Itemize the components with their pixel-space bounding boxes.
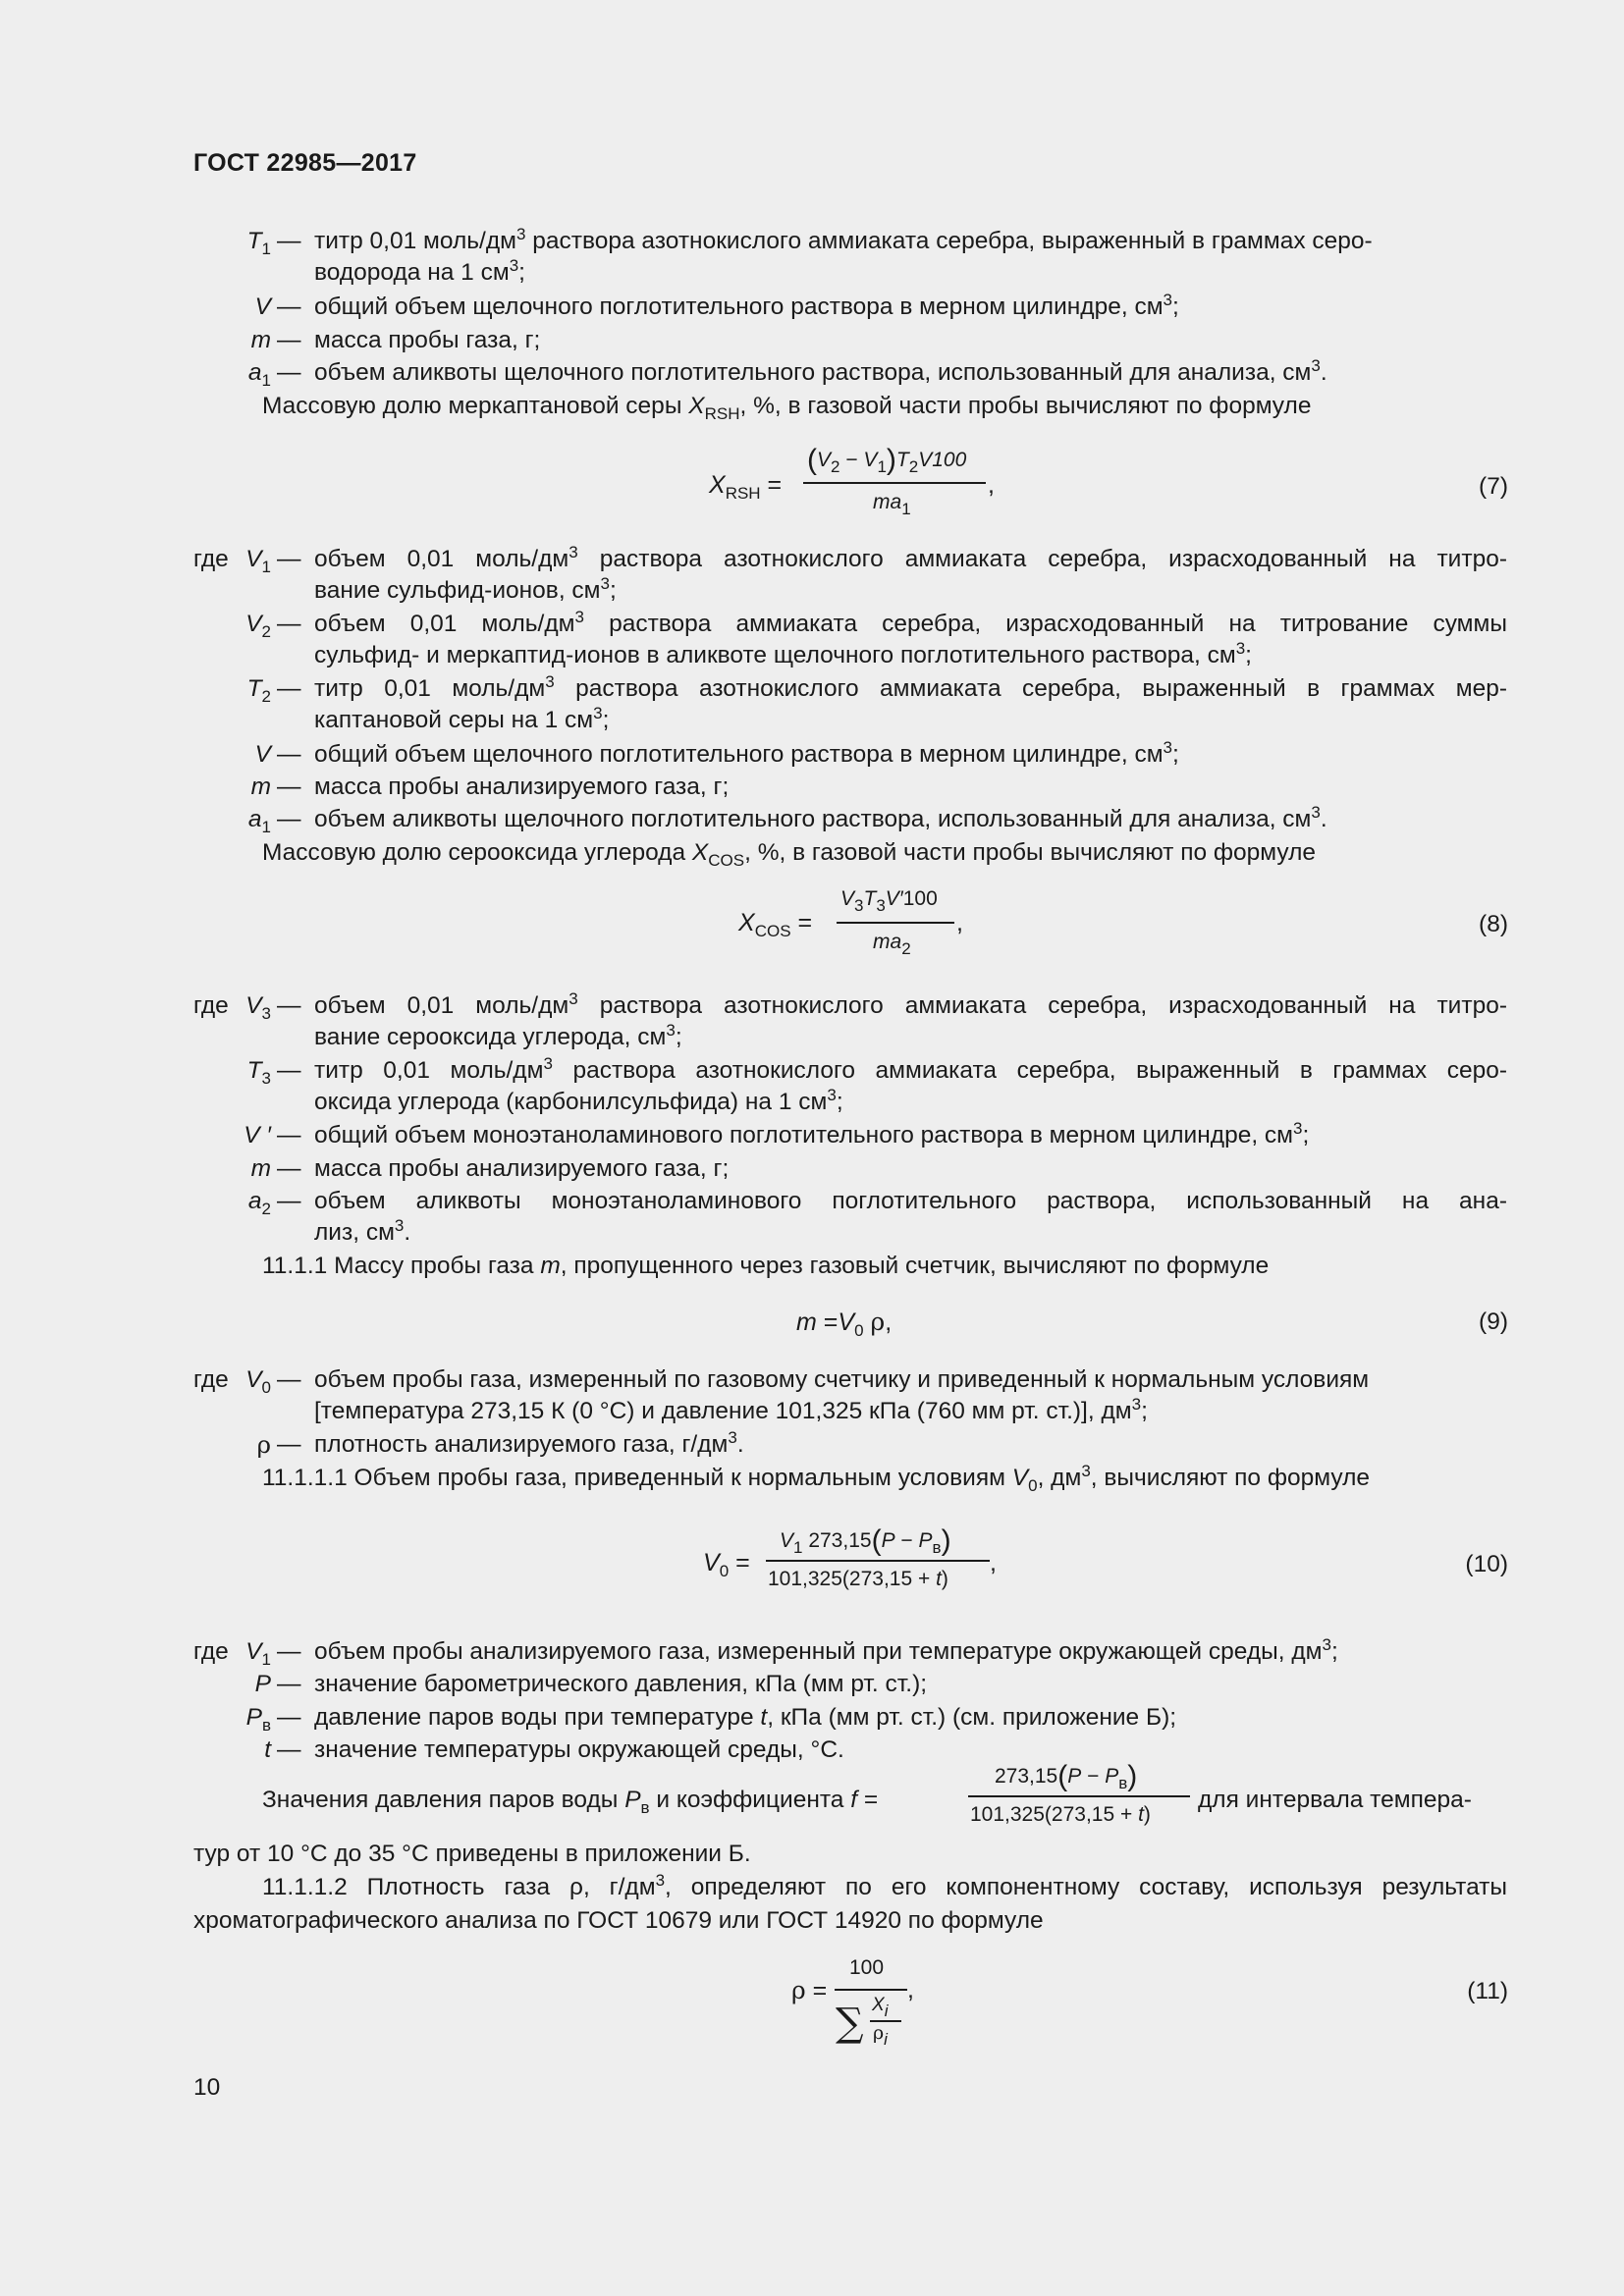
def-v1-line2: вание сульфид-ионов, $см^3$;	[314, 574, 617, 604]
eq11-fraction-bar	[835, 1989, 907, 1991]
symbol-t2: $T_2$	[246, 675, 271, 706]
eq10-lhs: $V_0$ =	[703, 1549, 750, 1580]
symbol-m: m	[250, 1155, 271, 1182]
def-t: значение температуры окружающей среды, °С.	[314, 1736, 844, 1763]
eq7-lhs: $X_{RSH}$ =	[709, 471, 783, 503]
def-t1: титр 0,01 моль/$дм^3$ раствора азотнокислого аммиаката серебра, выраженный в граммах серо-	[314, 225, 1373, 254]
document-header: ГОСТ 22985—2017	[193, 149, 417, 177]
values-line2: тур от 10 °С до 35 °С приведены в приложении Б.	[193, 1841, 751, 1867]
def-v0-line2: [температура 273,15 К (0 °С) и давление 101,325 кПа (760 мм рт. ст.)], $дм^3$;	[314, 1395, 1148, 1424]
eq9-formula: $m =V_0$ ρ,	[796, 1308, 893, 1340]
eq10-numerator: $V_1$ $273,15(P - P_в)$	[780, 1524, 951, 1557]
symbol-m: m	[250, 774, 271, 800]
inline-f-denominator: 101,325(273,15 + t)	[970, 1803, 1151, 1826]
page-number: 10	[193, 2074, 221, 2101]
symbol-m: m	[250, 327, 271, 353]
inline-f-fraction-bar	[968, 1795, 1190, 1797]
eq11-inner-numerator: Xi	[872, 1995, 889, 2020]
def-v: общий объем щелочного поглотительного раствора в мерном цилиндре, $см^3$;	[314, 291, 1179, 320]
def-t3-line2: оксида углерода (карбонилсульфида) на 1 $см^3$;	[314, 1086, 843, 1115]
sum-icon: ∑	[836, 2001, 864, 2046]
symbol-v3: $V_3$	[245, 992, 271, 1023]
para-11-1-1: 11.1.1 Массу пробы газа m, пропущенного через газовый счетчик, вычисляют по формуле	[262, 1253, 1270, 1279]
eq8-lhs: $X_{COS}$ =	[738, 909, 813, 940]
def-a2: объем аликвоты моноэтаноламинового поглотительного раствора, использованный на ана-	[314, 1188, 1507, 1214]
para-11-1-1-2: 11.1.1.2 Плотность газа ρ, $г/дм^3$, определяют по его компонентному составу, используя результаты	[262, 1871, 1507, 1900]
intro-cos: Массовую долю серооксида углерода $X_{COS}$, %, в газовой части пробы вычисляют по формуле	[262, 839, 1317, 870]
symbol-v: V	[254, 741, 271, 768]
eq8-denominator: $ma_2$	[873, 931, 911, 958]
def-m-3: масса пробы анализируемого газа, г;	[314, 1155, 730, 1182]
values-intro: Значения давления паров воды $P_в$ и коэффициента f =	[262, 1787, 879, 1817]
def-m-2: масса пробы анализируемого газа, г;	[314, 774, 730, 800]
inline-f-numerator: $273,15(P - P_в)$	[995, 1760, 1138, 1792]
def-t1-line2: водорода на 1 $см^3$;	[314, 256, 525, 286]
eq10-number: (10)	[1465, 1551, 1508, 1577]
def-a2-line2: лиз, $см^3$.	[314, 1216, 411, 1246]
def-v2-line2: сульфид- и меркаптид-ионов в аликвоте щелочного поглотительного раствора, $см^3$;	[314, 639, 1252, 668]
para-11-1-1-1: 11.1.1.1 Объем пробы газа, приведенный к нормальным условиям $V_0$, $дм^3$, вычисляют по формуле	[262, 1462, 1371, 1495]
symbol-p: P	[254, 1671, 271, 1697]
eq7-fraction-bar	[803, 482, 986, 484]
def-t3: титр 0,01 моль/$дм^3$ раствора азотнокислого аммиаката серебра, выраженный в граммах серо-	[314, 1054, 1507, 1084]
symbol-a1: $a_1$	[247, 359, 271, 390]
symbol-rho: ρ	[256, 1430, 271, 1459]
symbol-v-prime: V ′	[244, 1122, 271, 1148]
eq11-inner-denominator: ρi	[873, 2022, 888, 2049]
symbol-v2: $V_2$	[245, 611, 271, 641]
symbol-pv: $P_в$	[245, 1704, 271, 1735]
symbol-v0: $V_0$	[245, 1366, 271, 1397]
intro-rsh: Массовую долю меркаптановой серы $X_{RSH}$, %, в газовой части пробы вычисляют по формуле	[262, 393, 1312, 423]
symbol-v1: $V_1$	[245, 546, 271, 576]
symbol-t: t	[264, 1736, 271, 1763]
eq8-number: (8)	[1479, 911, 1508, 937]
def-v3: объем 0,01 моль/$дм^3$ раствора азотнокислого аммиаката серебра, израсходованный на титро-	[314, 989, 1507, 1019]
def-v3-line2: вание серооксида углерода, $см^3$;	[314, 1021, 682, 1050]
def-p: значение барометрического давления, кПа (мм рт. ст.);	[314, 1671, 928, 1697]
eq8-fraction-bar	[837, 922, 954, 924]
def-v2: объем 0,01 моль/$дм^3$ раствора аммиаката серебра, израсходованный на титрование суммы	[314, 608, 1507, 637]
eq11-number: (11)	[1467, 1978, 1508, 2004]
where-label-1: где	[193, 546, 229, 572]
def-a1: объем аликвоты щелочного поглотительного раствора, использованный для анализа, $см^3$.	[314, 356, 1327, 386]
where-label-3: где	[193, 1366, 229, 1393]
values-tail: для интервала темпера-	[1198, 1787, 1472, 1813]
where-label-4: где	[193, 1638, 229, 1665]
eq7-denominator: $ma_1$	[873, 491, 911, 518]
def-rho: плотность анализируемого газа, $г/дм^3$.	[314, 1428, 744, 1458]
def-pv: давление паров воды при температуре t, кПа (мм рт. ст.) (см. приложение Б);	[314, 1704, 1177, 1731]
symbol-t3: $T_3$	[246, 1057, 271, 1088]
symbol-v1: $V_1$	[245, 1638, 271, 1669]
def-a1-2: объем аликвоты щелочного поглотительного раствора, использованный для анализа, $см^3$.	[314, 803, 1327, 832]
para-11-1-1-2-line2: хроматографического анализа по ГОСТ 10679 или ГОСТ 14920 по формуле	[193, 1907, 1044, 1934]
symbol-t1: $T_1$	[246, 228, 271, 258]
eq11-numerator: 100	[849, 1956, 885, 1979]
symbol-a2: $a_2$	[247, 1188, 271, 1218]
def-t2: титр 0,01 моль/$дм^3$ раствора азотнокислого аммиаката серебра, выраженный в граммах мер-	[314, 672, 1507, 702]
symbol-v: V	[254, 294, 271, 320]
def-v1: объем 0,01 моль/$дм^3$ раствора азотнокислого аммиаката серебра, израсходованный на титро-	[314, 543, 1507, 572]
eq10-fraction-bar	[766, 1560, 990, 1562]
def-v1-b: объем пробы анализируемого газа, измеренный при температуре окружающей среды, $дм^3$;	[314, 1635, 1338, 1665]
where-label-2: где	[193, 992, 229, 1019]
def-v-prime: общий объем моноэтаноламинового поглотительного раствора в мерном цилиндре, $см^3$;	[314, 1119, 1310, 1148]
def-t2-line2: каптановой серы на 1 $см^3$;	[314, 704, 610, 733]
eq10-denominator: 101,325(273,15 + t)	[768, 1568, 948, 1590]
eq7-numerator: $(V_2 - V_1)T_2V100$	[807, 444, 967, 476]
eq11-lhs: ρ =	[791, 1976, 828, 2004]
def-v0: объем пробы газа, измеренный по газовому счетчику и приведенный к нормальным условиям	[314, 1366, 1370, 1393]
def-m: масса пробы газа, г;	[314, 327, 541, 353]
eq9-number: (9)	[1479, 1308, 1508, 1335]
def-v-2: общий объем щелочного поглотительного раствора в мерном цилиндре, $см^3$;	[314, 738, 1179, 768]
eq8-numerator: $V_3T_3V'100$	[840, 887, 938, 915]
symbol-a1: $a_1$	[247, 806, 271, 836]
eq7-number: (7)	[1479, 473, 1508, 500]
